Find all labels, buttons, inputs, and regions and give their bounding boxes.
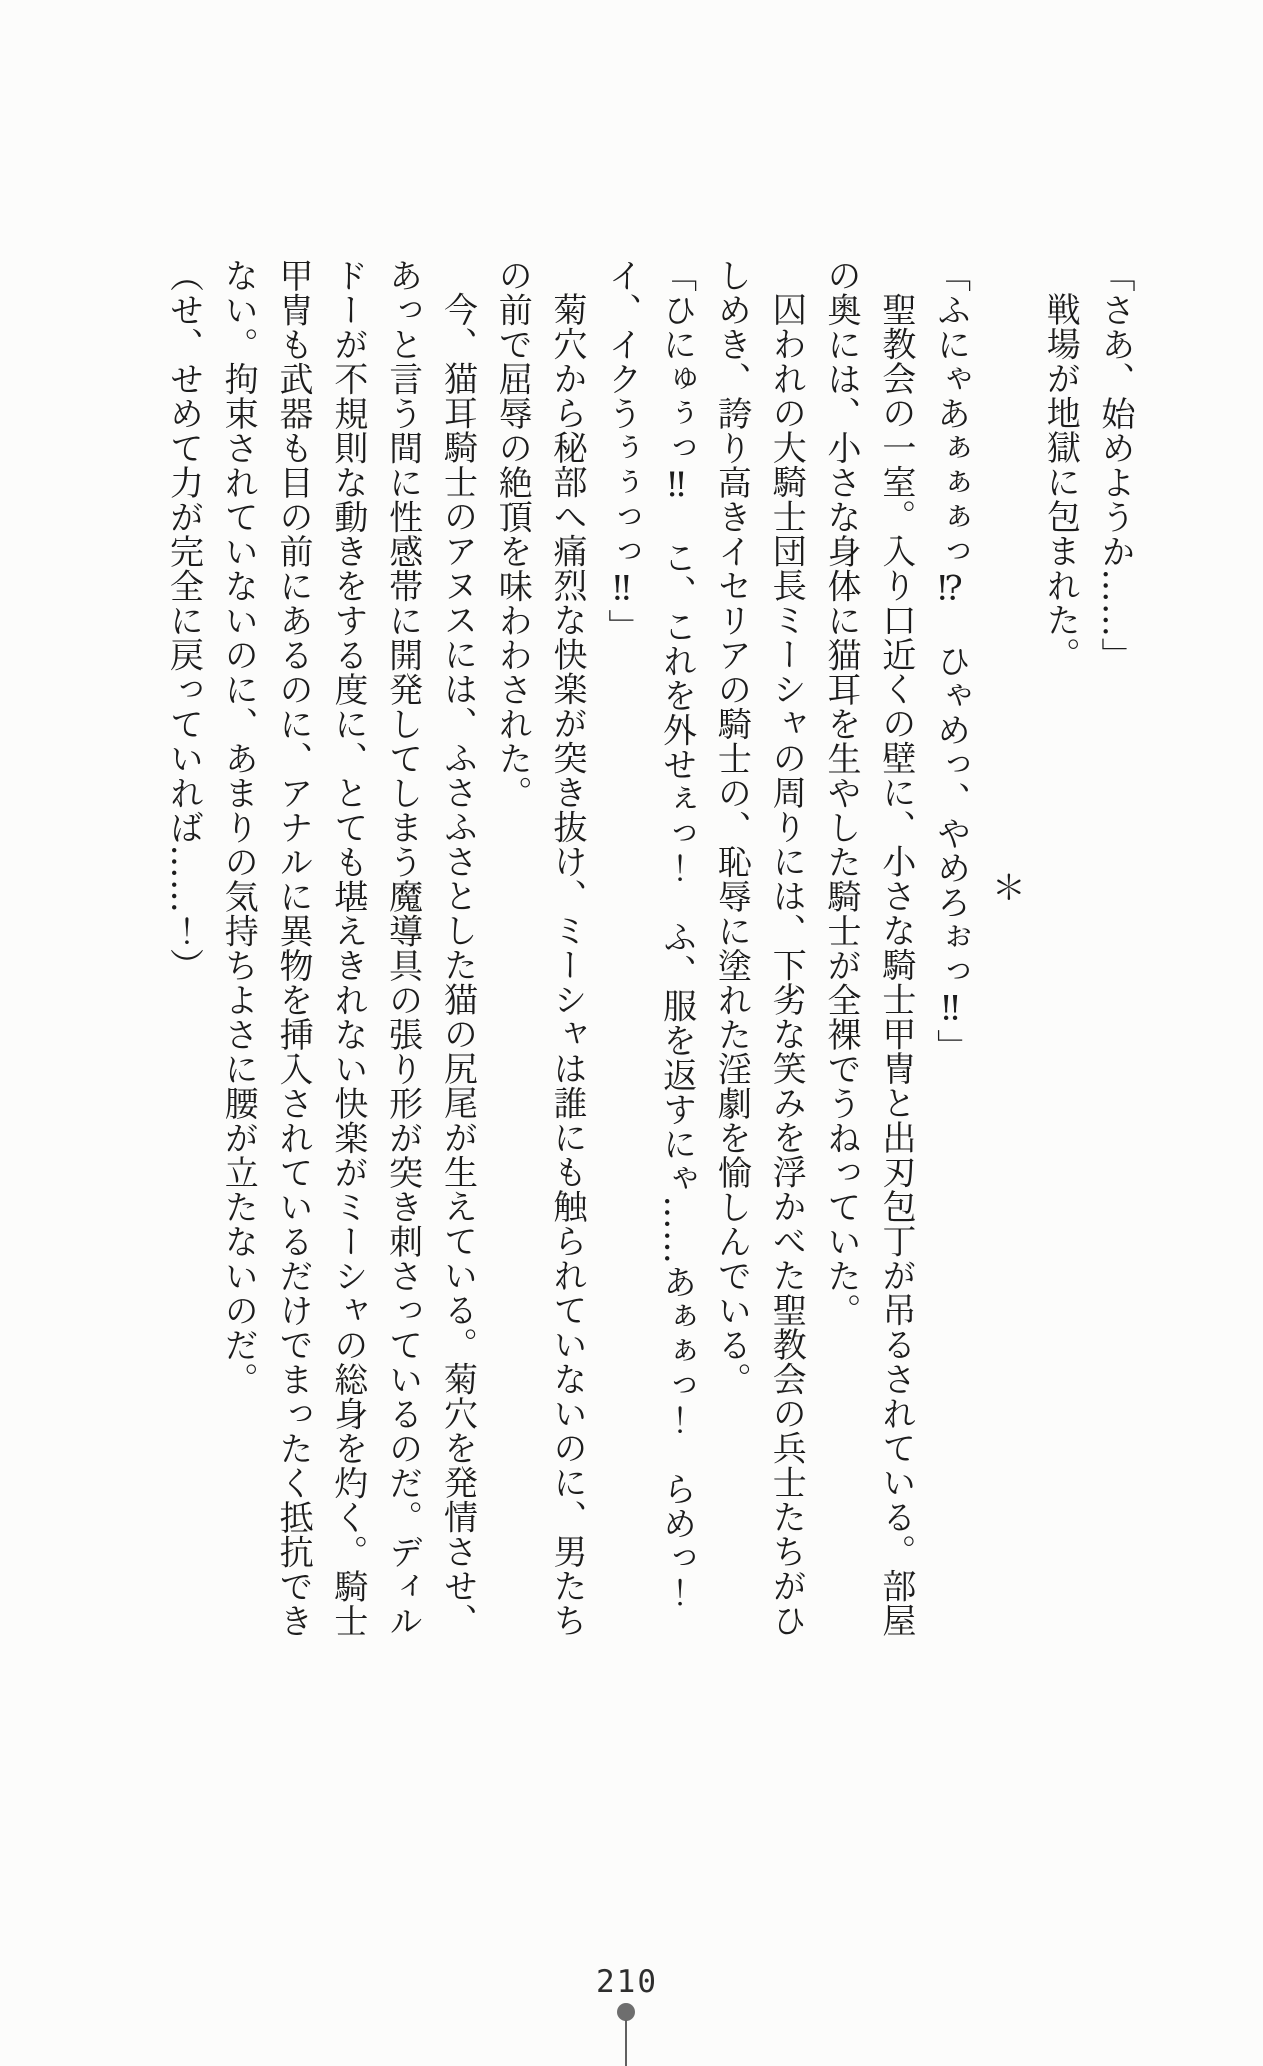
text-line: 「さあ、始めようか……」 [1095,258,1135,672]
body-text [156,258,1142,1642]
footer-stem-line [625,2020,627,2066]
text-line: 聖教会の一室。入り口近くの壁に、小さな騎士甲冑と出刃包丁が吊るされている。部屋 [875,292,916,1638]
text-line: 囚われの大騎士団長ミーシャの周りには、下劣な笑みを浮かべた聖教会の兵士たちがひ [766,292,807,1638]
text-line: の前で屈辱の絶頂を味わわされた。 [492,258,533,810]
text-line: しめき、誇り高きイセリアの騎士の、恥辱に塗れた淫劇を愉しんでいる。 [711,258,752,1397]
text-line: （せ、せめて力が完全に戻っていれば……！） [163,258,204,983]
text-line: 戦場が地獄に包まれた。 [1040,292,1081,672]
text-line: 甲冑も武器も目の前にあるのに、アナルに異物を挿入されているだけでまったく抵抗でき [273,258,314,1638]
text-line: 「ひにゅぅっ‼ こ、これを外せぇっ！ ふ、服を返すにゃ……あぁぁっ！ らめっ！ [656,258,697,1610]
page-number: 210 [596,1964,658,2000]
text-line: の奥には、小さな身体に猫耳を生やした騎士が全裸でうねっていた。 [821,258,862,1328]
text-line: ない。拘束されていないのに、あまりの気持ちよさに腰が立たないのだ。 [218,258,259,1397]
text-line: 今、猫耳騎士のアヌスには、ふさふさとした猫の尻尾が生えている。菊穴を発情させ、 [437,292,478,1638]
section-separator: ＊ [985,870,1026,905]
footer-dot-icon [617,2003,635,2021]
text-line: 菊穴から秘部へ痛烈な快楽が突き抜け、ミーシャは誰にも触られていないのに、男たち [547,292,588,1638]
text-line: ドーが不規則な動きをする度に、とても堪えきれない快楽がミーシャの総身を灼く。騎士 [327,258,368,1638]
text-line: 「ふにゃあぁぁぁっ⁉ ひゃめっ、やめろぉっ‼」 [930,258,971,1064]
text-line: あっと言う間に性感帯に開発してしまう魔導具の張り形が突き刺さっているのだ。ディル [382,258,423,1638]
text-line: イ、イクうぅぅっっ‼」 [601,258,642,644]
